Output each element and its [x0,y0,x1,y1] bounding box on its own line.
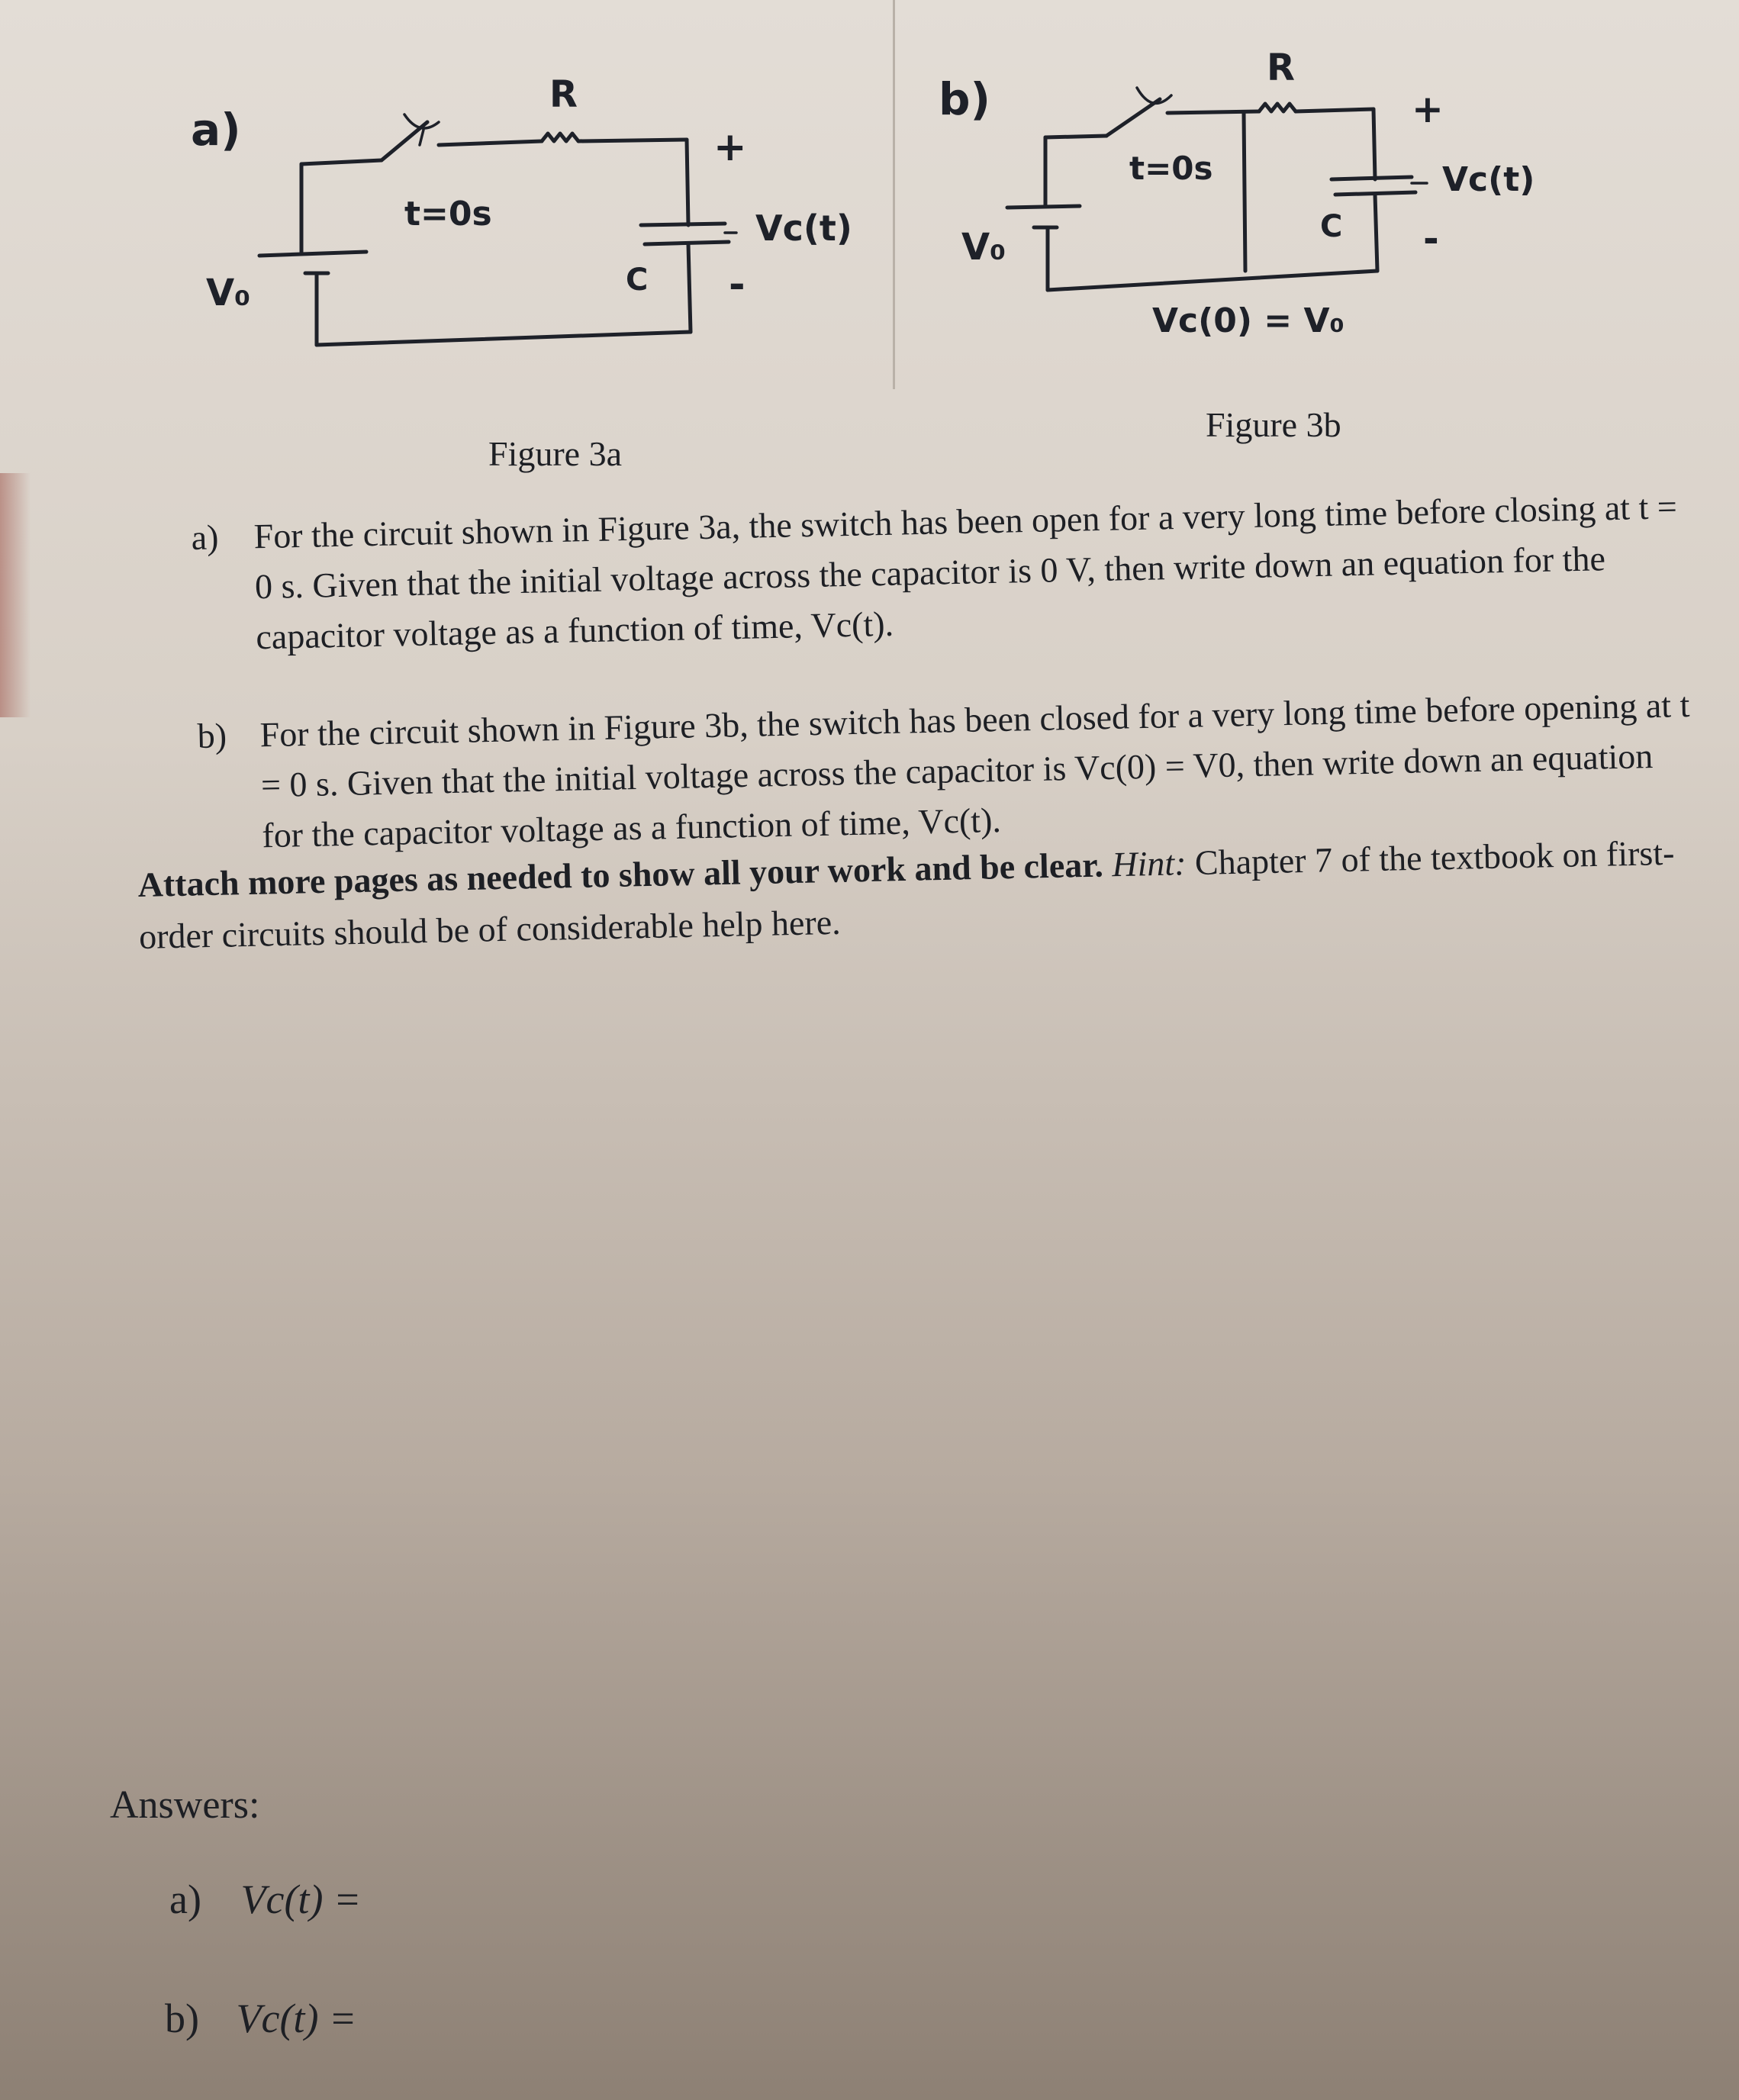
question-a [191,481,1712,681]
figure-b-minus: - [1423,217,1439,261]
question-b-text: For the circuit shown in Figure 3b, the switch has been closed for a very long time before opening at t = 0 s. Given that the initial voltage across the capacitor is Vc(0) = V0, then write down an equation for the capacitor voltage as a function of time, Vc(t). [259,685,1690,855]
answer-b-expression: Vc(t) = [236,1995,357,2041]
figure-a-plus: + [713,124,747,170]
figure-3b-circuit [923,31,1686,351]
instruction-bold: Attach more pages as needed to show all your work and be clear. [137,845,1104,904]
page-shadow [0,473,31,717]
figure-a-resistor-label: R [549,73,578,116]
figure-b-initial-condition: Vc(0) = V₀ [1152,301,1345,340]
figure-a-minus: - [729,262,746,308]
answer-a [169,1876,361,1923]
answer-b [165,1995,356,2042]
hint-text: Chapter 7 of the textbook on first-order circuits should be of considerable help here. [138,833,1675,956]
answer-a-label: a) [169,1876,201,1922]
figure-b-plus: + [1412,87,1444,131]
question-a-text: For the circuit shown in Figure 3a, the switch has been open for a very long time before closing at t = 0 s. Given that the initial voltage across the capacitor is 0 V, then write down an equation for the capacitor voltage as a function of time, Vc(t). [253,487,1678,657]
figure-b-output-label: Vc(t) [1442,160,1535,199]
question-a-marker: a) [191,517,219,557]
figure-3b-caption: Figure 3b [1206,405,1341,444]
answer-b-label: b) [165,1995,199,2041]
answers-title: Answers: [110,1783,260,1827]
figure-a-switch-label: t=0s [404,195,492,234]
figure-b-capacitor-label: C [1320,209,1343,244]
figure-b-part-label: b) [939,73,991,125]
figure-3a-caption: Figure 3a [488,434,623,473]
figure-b-source-label: V₀ [961,226,1006,269]
figure-divider [893,0,895,389]
hint-label: Hint: [1111,843,1187,884]
question-b-marker: b) [197,716,227,755]
figure-a-part-label: a) [191,104,241,156]
figure-a-output-label: Vc(t) [755,208,852,249]
figure-a-capacitor-label: C [626,262,649,298]
figure-b-switch-label: t=0s [1129,150,1213,187]
figure-a-source-label: V₀ [206,272,251,314]
figure-3a-circuit [176,61,862,366]
figure-b-resistor-label: R [1267,47,1295,89]
answer-a-expression: Vc(t) = [240,1876,362,1922]
